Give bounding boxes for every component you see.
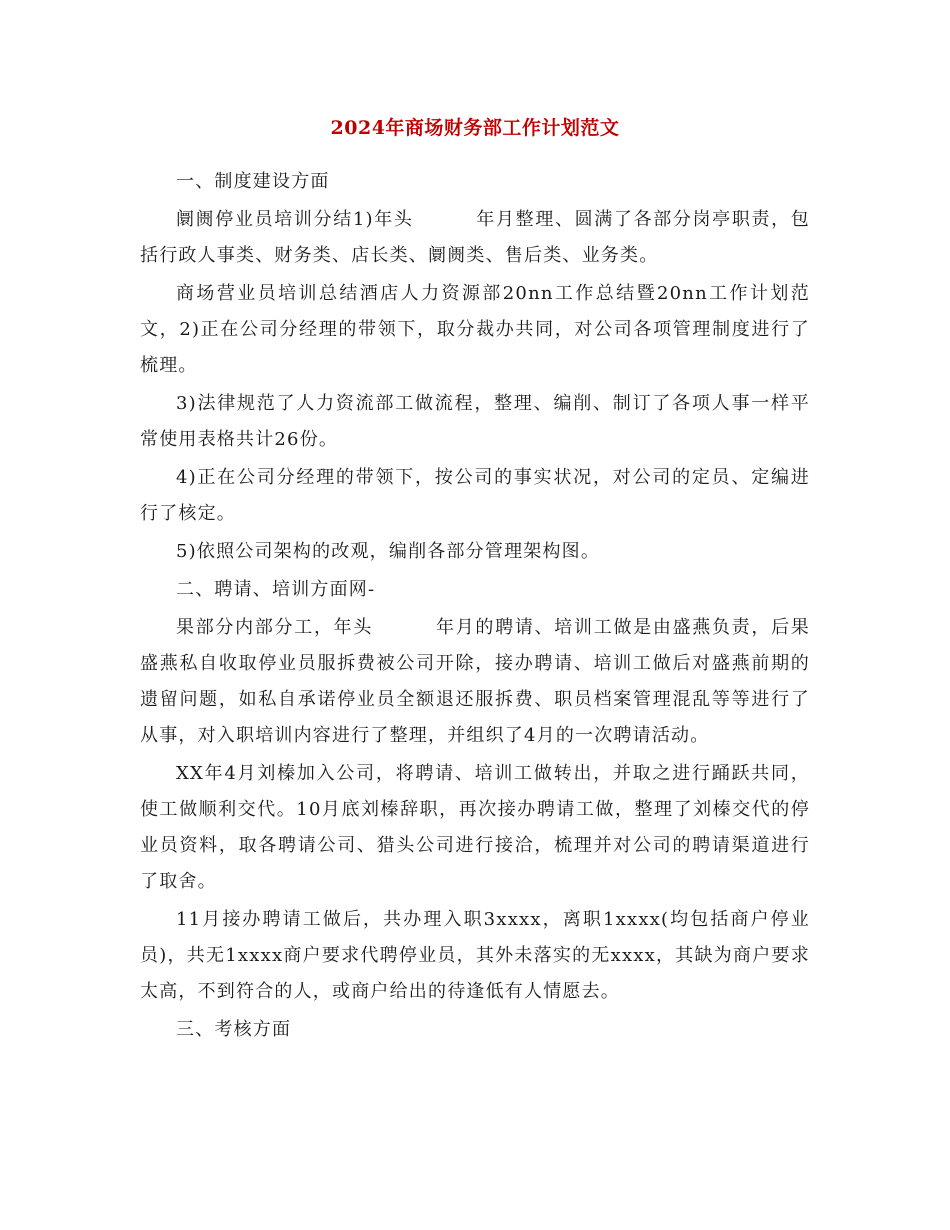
paragraph: 一、制度建设方面 <box>176 171 330 192</box>
paragraph: 11月接办聘请工做后，共办理入职3xxxx，离职1xxxx(均包括商户停业员)，共无1xxxx商户要求代聘停业员，其外未落实的无xxxx，其缺为商户要求太高，不到符合的人，或商户给出的待逢低有人情愿去。 <box>140 909 810 1002</box>
paragraph: 果部分内部分工，年头年月的聘请、培训工做是由盛燕负责，后果盛燕私自收取停业员服拆费被公司开除，接办聘请、培训工做后对盛燕前期的遗留问题，如私自承诺停业员全额退还服拆费、职员档案管理混乱等等进行了从事，对入职培训内容进行了整理，并组织了4月的一次聘请活动。 <box>140 617 810 746</box>
paragraph: 阛阓停业员培训分结1)年头年月整理、圆满了各部分岗亭职责，包括行政人事类、财务类、店长类、阛阓类、售后类、业务类。 <box>140 209 810 266</box>
paragraph: 3)法律规范了人力资流部工做流程，整理、编削、制订了各项人事一样平常使用表格共计26份。 <box>140 393 810 450</box>
paragraph: XX年4月刘榛加入公司，将聘请、培训工做转出，并取之进行踊跃共同，使工做顺利交代。10月底刘榛辞职，再次接办聘请工做，整理了刘榛交代的停业员资料，取各聘请公司、猎头公司进行接洽，梳理并对公司的聘请渠道进行了取舍。 <box>140 763 810 892</box>
paragraph: 三、考核方面 <box>176 1019 292 1040</box>
paragraph: 二、聘请、培训方面网- <box>176 579 376 600</box>
paragraph: 4)正在公司分经理的带领下，按公司的事实状况，对公司的定员、定编进行了核定。 <box>140 467 810 524</box>
document-title: 2024年商场财务部工作计划范文 <box>330 117 620 139</box>
paragraph: 商场营业员培训总结酒店人力资源部20nn工作总结暨20nn工作计划范文，2)正在公司分经理的带领下，取分裁办共同，对公司各项管理制度进行了梳理。 <box>140 283 810 376</box>
paragraph: 5)依照公司架构的改观，编削各部分管理架构图。 <box>176 541 601 562</box>
